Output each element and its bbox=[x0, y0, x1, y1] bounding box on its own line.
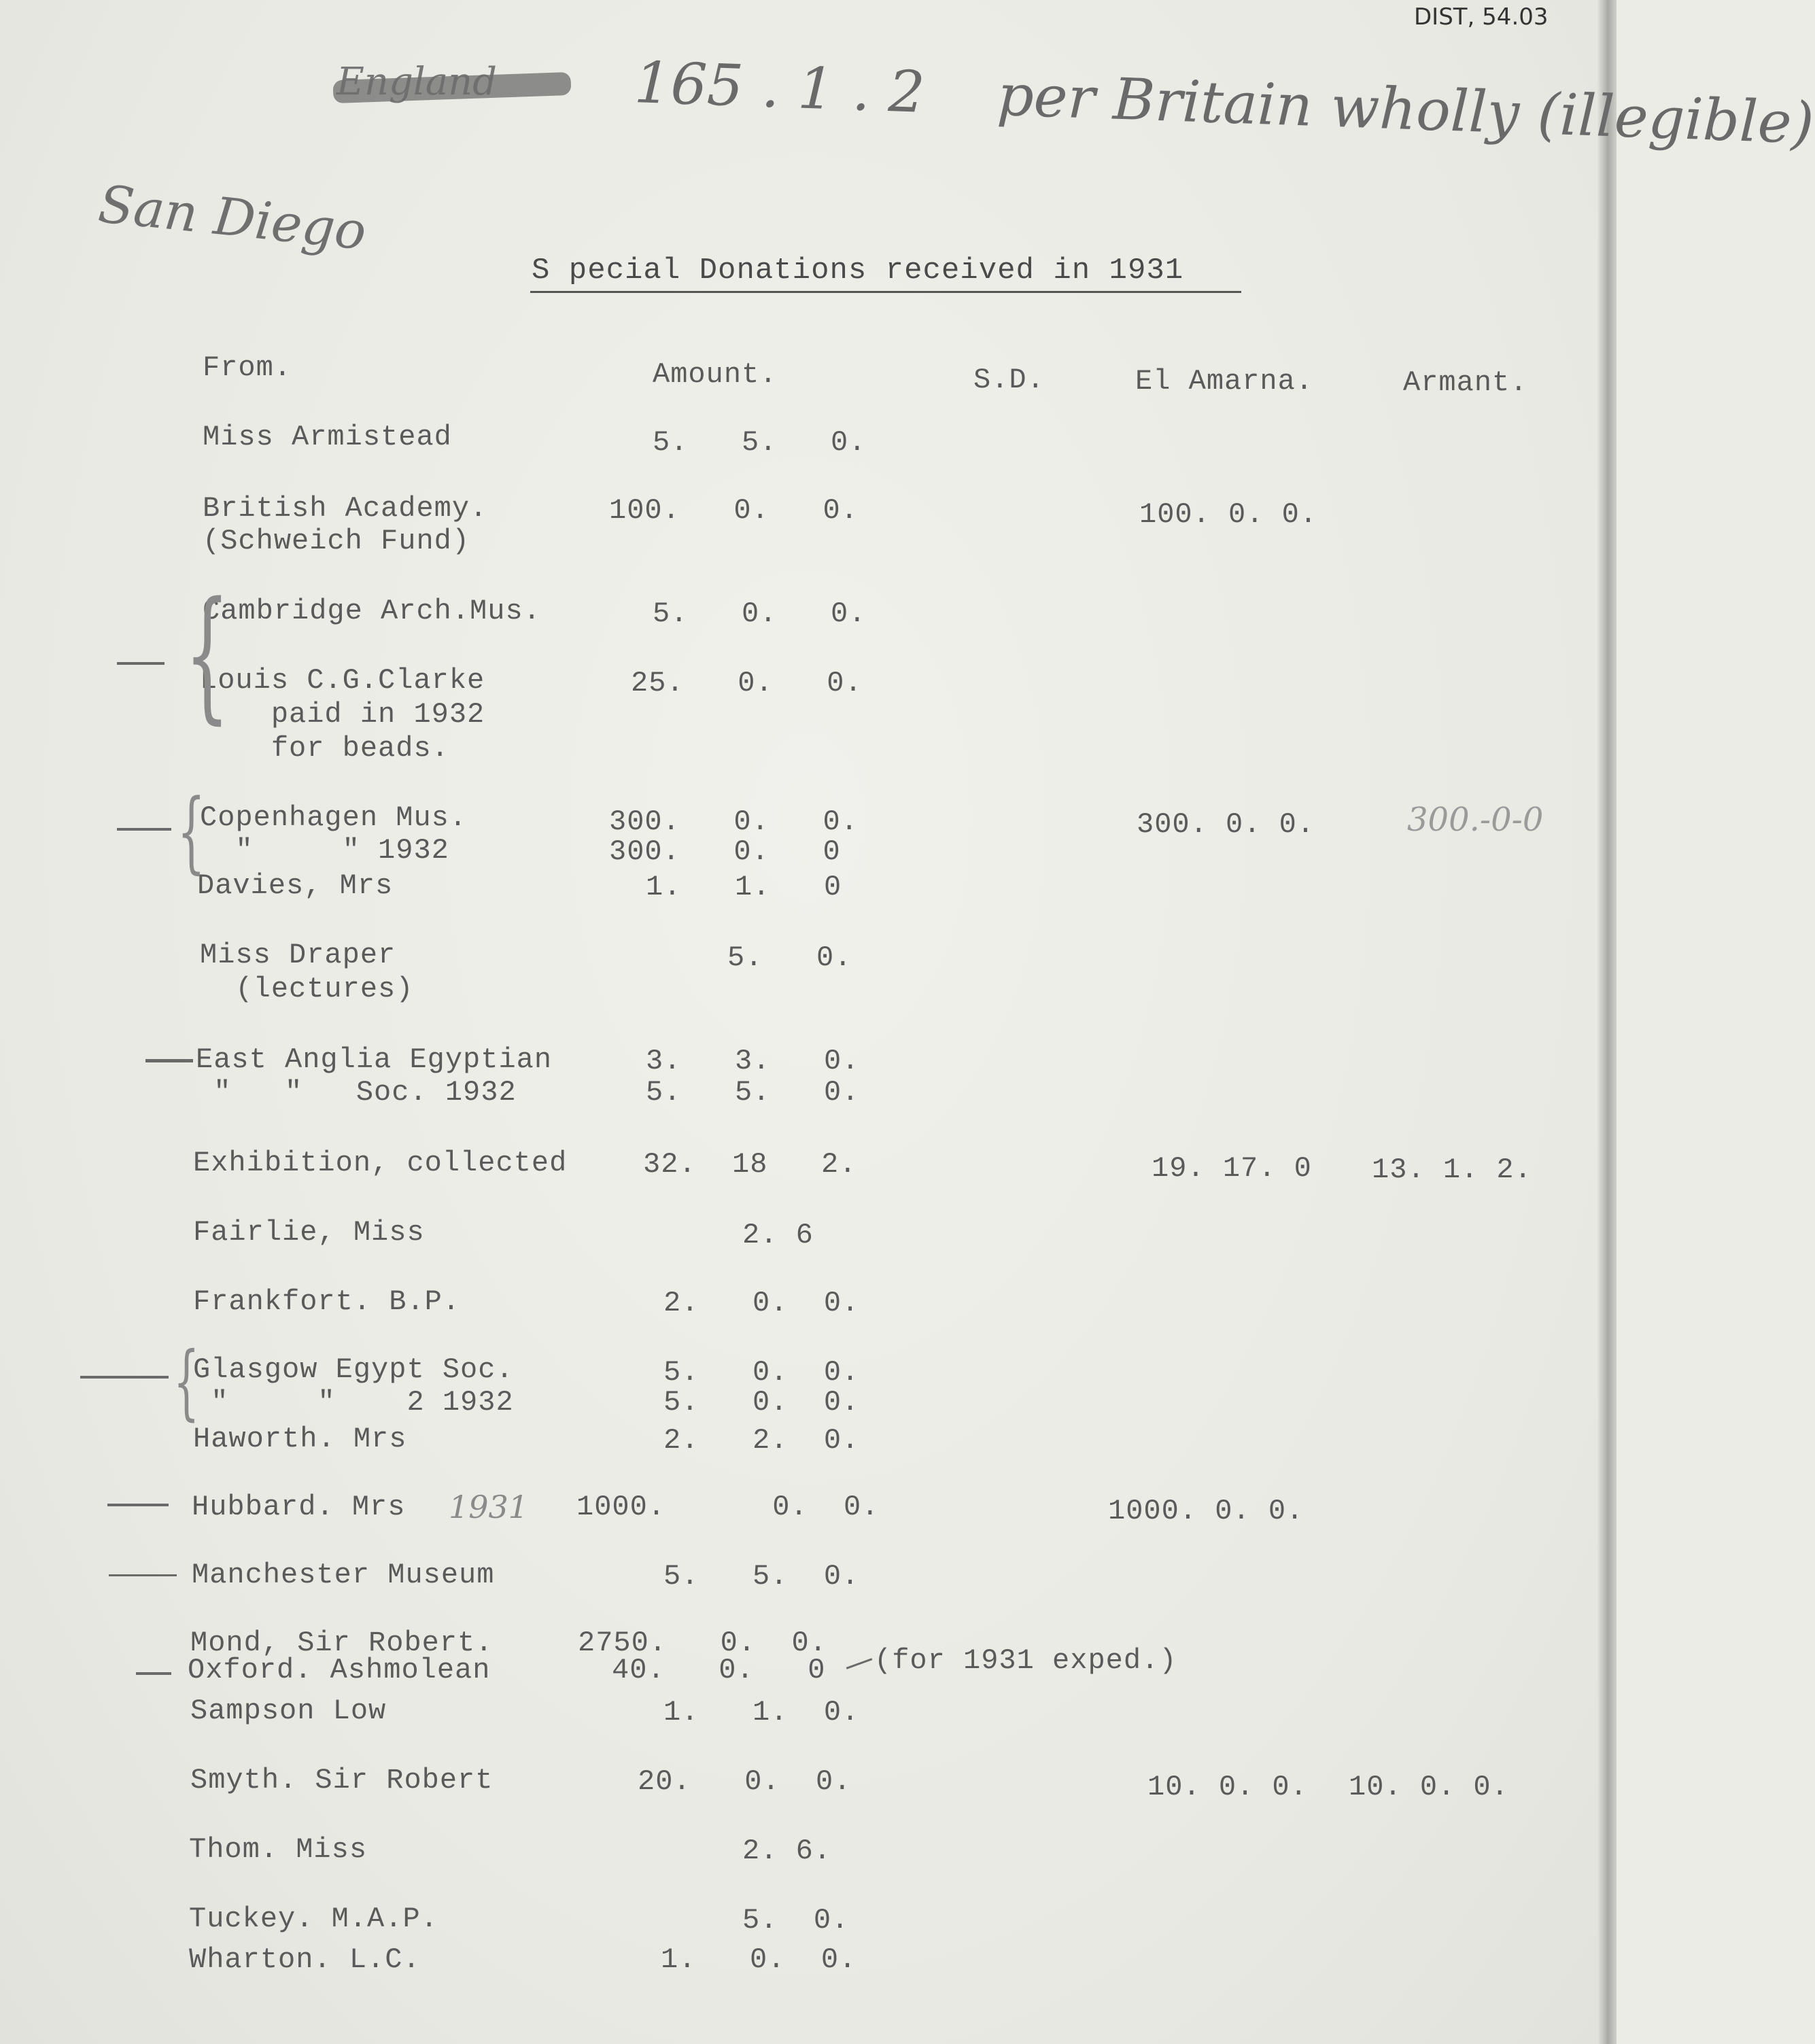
row-name: Sampson Low bbox=[190, 1695, 387, 1727]
row-armant: 13. 1. 2. bbox=[1372, 1154, 1532, 1186]
title-underline bbox=[530, 291, 1241, 293]
row-amount: 1. 0. 0. bbox=[661, 1943, 857, 1976]
row-name: " " Soc. 1932 bbox=[196, 1076, 517, 1109]
row-name: Tuckey. M.A.P. bbox=[189, 1903, 438, 1935]
col-header-el-amarna: El Amarna. bbox=[1135, 365, 1314, 398]
row-name: Miss Armistead bbox=[203, 421, 452, 453]
row-amount: 5. 0. bbox=[727, 941, 852, 974]
row-amount: 5. 0. bbox=[742, 1904, 850, 1937]
col-header-armant: Armant. bbox=[1403, 366, 1528, 399]
row-name: " " 1932 bbox=[200, 834, 449, 867]
margin-dash bbox=[117, 662, 165, 665]
hubbard-year-pencil: 1931 bbox=[449, 1489, 529, 1525]
row-amount: 5. 0. 0. bbox=[653, 597, 867, 630]
row-el-amarna: 1000. 0. 0. bbox=[1108, 1495, 1304, 1527]
row-el-amarna: 100. 0. 0. bbox=[1139, 498, 1318, 531]
margin-dash bbox=[109, 1574, 177, 1576]
row-name: Smyth. Sir Robert bbox=[190, 1764, 494, 1797]
margin-dash bbox=[145, 1059, 193, 1062]
row-amount: 5. 5. 0. bbox=[663, 1560, 860, 1593]
row-amount: 40. 0. 0 bbox=[612, 1654, 826, 1686]
row-name: Cambridge Arch.Mus. bbox=[203, 595, 541, 627]
row-name: (lectures) bbox=[200, 973, 414, 1005]
row-name: Exhibition, collected bbox=[193, 1147, 568, 1179]
row-amount: 32. 18 2. bbox=[643, 1148, 857, 1181]
row-name: Copenhagen Mus. bbox=[200, 801, 468, 834]
col-header-from: From. bbox=[203, 351, 292, 384]
row-amount: 5. 5. 0. bbox=[653, 426, 867, 459]
row-name: Glasgow Egypt Soc. bbox=[193, 1353, 514, 1386]
row-name: Miss Draper bbox=[200, 939, 396, 971]
row-name: paid in 1932 bbox=[200, 698, 485, 731]
row-amount: 3. 3. 0. bbox=[646, 1045, 860, 1077]
row-amount: 20. 0. 0. bbox=[638, 1765, 852, 1798]
col-header-sd: S.D. bbox=[973, 364, 1045, 396]
row-name: Thom. Miss bbox=[189, 1833, 368, 1866]
row-amount: 1. 1. 0 bbox=[646, 871, 842, 903]
row-amount: 100. 0. 0. bbox=[609, 494, 859, 527]
row-amount: 5. 0. 0. bbox=[663, 1386, 860, 1419]
row-name: British Academy. bbox=[203, 492, 488, 525]
row-amount: 2750. 0. 0. bbox=[578, 1627, 827, 1659]
page-title: S pecial Donations received in 1931 bbox=[532, 254, 1184, 288]
margin-dash bbox=[107, 1504, 169, 1506]
row-name: Frankfort. B.P. bbox=[193, 1285, 461, 1318]
row-armant: 10. 0. 0. bbox=[1349, 1771, 1509, 1803]
row-el-amarna: 10. 0. 0. bbox=[1147, 1771, 1308, 1803]
row-name: Manchester Museum bbox=[192, 1559, 495, 1591]
row-amount: 300. 0. 0 bbox=[609, 835, 841, 868]
margin-dash bbox=[117, 828, 171, 831]
brace-mark: { bbox=[184, 571, 230, 738]
header-pencil-note: 165 . 1 . 2 per Britain wholly (illegible) bbox=[633, 49, 1815, 157]
brace-mark: { bbox=[173, 1335, 200, 1430]
row-amount: 25. 0. 0. bbox=[631, 667, 863, 699]
page-edge bbox=[1597, 0, 1617, 2044]
row-name: Haworth. Mrs bbox=[193, 1423, 407, 1455]
row-amount: 300. 0. 0. bbox=[609, 806, 859, 838]
row-amount: 2. 6. bbox=[742, 1835, 832, 1867]
row-name: Mond, Sir Robert. bbox=[190, 1627, 494, 1659]
row-name: Davies, Mrs bbox=[197, 869, 394, 902]
brace-mark: { bbox=[177, 780, 206, 883]
row-amount: 2. 2. 0. bbox=[663, 1424, 860, 1457]
row-el-amarna: 19. 17. 0 bbox=[1152, 1152, 1312, 1185]
margin-dash bbox=[80, 1376, 169, 1379]
row-el-amarna: 300. 0. 0. bbox=[1137, 808, 1315, 841]
row-amount: 2. 6 bbox=[742, 1219, 814, 1251]
row-name: " " 2 1932 bbox=[193, 1386, 514, 1419]
row-name: Oxford. Ashmolean bbox=[188, 1654, 491, 1686]
row-amount: 1000. 0. 0. bbox=[576, 1491, 880, 1523]
row-name: Fairlie, Miss bbox=[193, 1216, 425, 1249]
location-pencil-note: San Diego bbox=[95, 173, 369, 262]
row-amount: 5. 0. 0. bbox=[663, 1356, 860, 1389]
row-amount: 2. 0. 0. bbox=[663, 1287, 860, 1319]
row-name: for beads. bbox=[200, 732, 449, 765]
catalog-ref: DIST, 54.03 bbox=[1414, 3, 1549, 31]
row-name: (Schweich Fund) bbox=[203, 525, 470, 557]
row-name: Hubbard. Mrs bbox=[192, 1491, 406, 1523]
row-amount: 5. 5. 0. bbox=[646, 1076, 860, 1109]
row-name: Louis C.G.Clarke bbox=[200, 664, 485, 697]
row-name: Wharton. L.C. bbox=[189, 1943, 421, 1976]
row-armant-handwritten: 300.-0-0 bbox=[1407, 801, 1544, 839]
row-amount: 1. 1. 0. bbox=[663, 1696, 860, 1729]
row-name: East Anglia Egyptian bbox=[196, 1043, 553, 1076]
mond-note: (for 1931 exped.) bbox=[874, 1644, 1177, 1677]
col-header-amount: Amount. bbox=[653, 358, 778, 391]
margin-dash bbox=[136, 1672, 171, 1675]
